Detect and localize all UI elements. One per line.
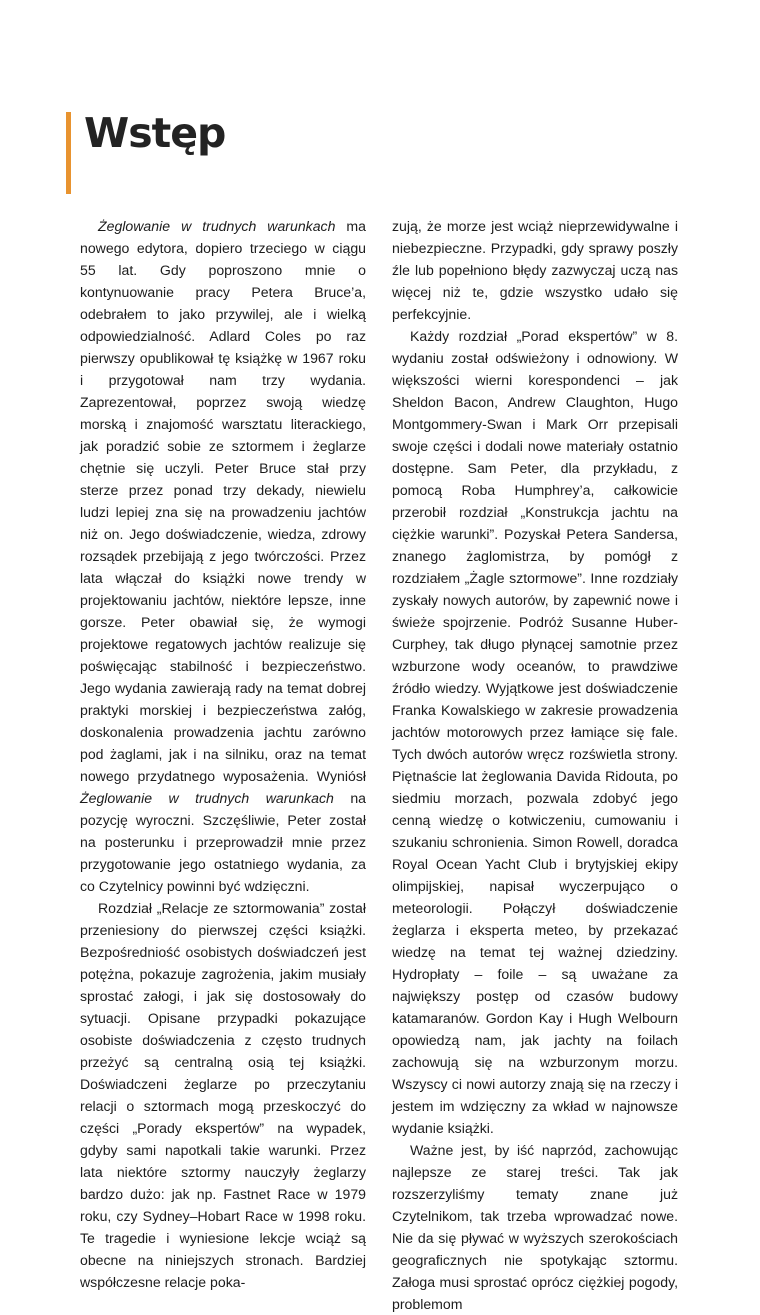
right-paragraph-continued: zują, że morze jest wciąż nieprzewidywalne i niebezpieczne. Przypadki, gdy sprawy poszły źle lub popełniono błędy zazwyczaj uczą nas więcej niż te, gdzie wszystko udało się perfekcyjnie.	[392, 218, 678, 322]
left-column	[80, 215, 366, 1293]
left-paragraph-1	[80, 215, 366, 897]
heading-accent-bar	[66, 112, 71, 194]
left-paragraph-2: Rozdział „Relacje ze sztormowania” został przeniesiony do pierwszej części książki. Bezpośredniość osobistych doświadczeń jest potężna, pokazuje zagrożenia, jakim musiały sprostać załogi, i jak się dostosowały do sytuacji. Opisane przypadki pokazujące osobiste doświadczenia z często trudnych przeżyć są centralną osią tej książki. Doświadczeni żeglarze po przeczytaniu relacji o sztormach mogą przeskoczyć do części „Porady ekspertów” na wypadek, gdyby sami napotkali takie warunki. Przez lata niektóre sztormy nauczyły żeglarzy bardzo dużo: jak np. Fastnet Race w 1979 roku, czy Sydney–Hobart Race w 1998 roku. Te tragedie i wyniesione lekcje wciąż są obecne na niniejszych stronach. Bardziej współczesne relacje poka-	[80, 900, 366, 1290]
left-paragraph-1-text-b: na pozycję wyroczni. Szczęśliwie, Peter został na posterunku i przeprowadził mnie przez przygotowanie jego ostatniego wydania, za co Czytelnicy powinni być wdzięczni.	[80, 790, 366, 894]
right-paragraph-2: Ważne jest, by iść naprzód, zachowując najlepsze ze starej treści. Tak jak rozszerzyliśmy tematy znane już Czytelnikom, tak trzeba wprowadzać nowe. Nie da się pływać w wyższych szerokościach geograficznych nie spotykając sztormu. Załoga musi sprostać oprócz ciężkiej pogody, problemom	[392, 1142, 678, 1312]
book-title-italic: Żeglowanie w trudnych warunkach	[98, 218, 336, 234]
left-paragraph-1-text-a: ma nowego edytora, dopiero trzeciego w ciągu 55 lat. Gdy poproszono mnie o kontynuowanie pracy Petera Bruce’a, odebrałem to jako przywilej, ale i wielką odpowiedzialność. Adlard Coles po raz pierwszy opublikował tę książkę w 1967 roku i przygotował nam trzy wydania. Zaprezentował, poprzez swoją wiedzę morską i znajomość warsztatu literackiego, jak poradzić sobie ze sztormem i żeglarze chętnie się uczyli. Peter Bruce stał przy sterze przez ponad trzy dekady, niewielu ludzi lepiej zna się na prowadzeniu jachtów niż on. Jego doświadczenie, wiedza, zdrowy rozsądek przebijają z jego twórczości. Przez lata włączał do książki nowe trendy w projektowaniu jachtów, niektóre lepsze, inne gorsze. Peter obawiał się, że wymogi projektowe regatowych jachtów realizuje się poświęcając stabilność i bezpieczeństwo. Jego wydania zawierają rady na temat dobrej praktyki morskiej i bezpieczeństwa załóg, doskonalenia prowadzenia jachtu zarówno pod żaglami, jak i na silniku, oraz na temat nowego przydatnego wyposażenia. Wyniósł	[80, 218, 367, 784]
book-title-italic: Żeglowanie w trudnych warunkach	[80, 790, 334, 806]
right-paragraph-1: Każdy rozdział „Porad ekspertów” w 8. wydaniu został odświeżony i odnowiony. W większości wierni korespondenci – jak Sheldon Bacon, Andrew Claughton, Hugo Montgommery-Swan i Mark Orr przepisali swoje części i dodali nowe materiały ostatnio dostępne. Sam Peter, dla przykładu, z pomocą Roba Humphrey’a, całkowicie przerobił rozdział „Konstrukcja jachtu na ciężkie warunki”. Pozyskał Petera Sandersa, znanego żaglomistrza, by pomógł z rozdziałem „Żagle sztormowe”. Inne rozdziały zyskały nowych autorów, by zapewnić nowe i świeże spojrzenie. Podróż Susanne Huber-Curphey, tak długo płynącej samotnie przez wzburzone wody oceanów, to prawdziwe źródło wiedzy. Wyjątkowe jest doświadczenie Franka Kowalskiego w zakresie prowadzenia jachtów motorowych przez łamiące się fale. Tych dwóch autorów wręcz rozświetla strony. Piętnaście lat żeglowania Davida Ridouta, po siedmiu morzach, pozwala zdobyć jego cenną wiedzę o kotwiczeniu, cumowaniu i szukaniu schronienia. Simon Rowell, doradca Royal Ocean Yacht Club i brytyjskiej ekipy olimpijskiej, napisał wyczerpująco o meteorologii. Połączył doświadczenie żeglarza i eksperta meteo, by przekazać wiedzę na temat tej ważnej dziedziny. Hydropłaty – foile – są uważane za największy postęp od czasów budowy katamaranów. Gordon Kay i Hugh Welbourn opowiedzą nam, jak jachty na foilach zachowują się na wzburzonym morzu. Wszyscy ci nowi autorzy znają się na rzeczy i jestem im wdzięczny za wkład w najnowsze wydanie książki.	[392, 328, 678, 1136]
page-title: Wstęp	[84, 109, 226, 157]
right-column	[392, 215, 678, 1315]
